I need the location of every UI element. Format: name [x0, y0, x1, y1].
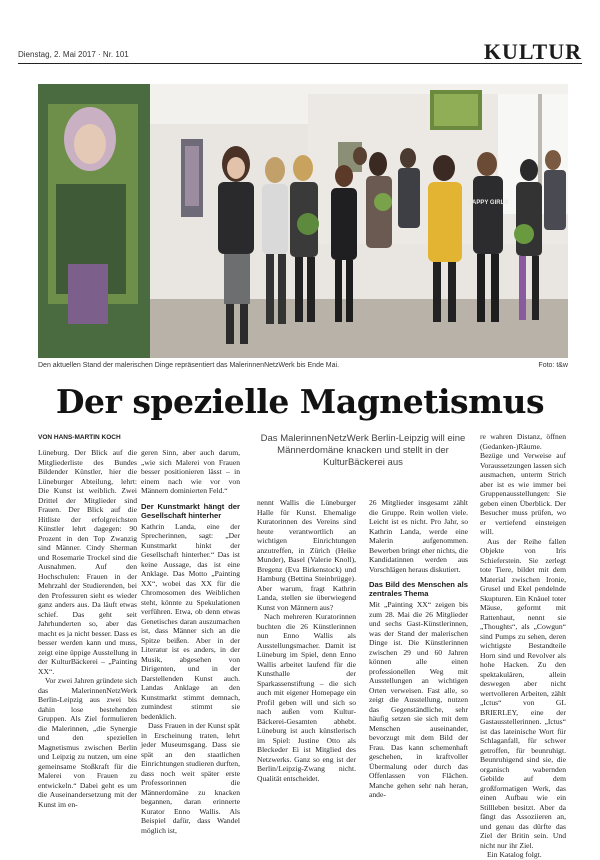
paragraph: Kathrin Landa, eine der Sprecherinnen, sagt: „Der Kunstmarkt hinkt der Gesellschaft hinterher.“ Das ist keine Aussage, das ist eine Anklage. Das Motto „Painting XX“, wobei das XX für die Chromosomen des Weiblichen steht, könnte zu Spekulationen verführen. Etwa, ob denn etwas Genetisches daran auszumachen ist, dass Männer sich an die Spitze beißen. Aber in der Literatur ist es anders, in der Musik, abgesehen von Dirigenten, und in der Darstellenden Kunst auch. Landas Anklage an den Kunstmarkt stimmt demnach, zumindest stimmt sie bedenklich. — [141, 521, 240, 721]
photo-caption — [38, 362, 568, 369]
paragraph: Mit „Painting XX“ zeigen bis zum 28. Mai die 26 Mitglieder und sechs Gast-Künstlerinnen, was der Stand der malerischen Dinge ist. Die Künstlerinnen zwischen 29 und 60 Jahren können alle einen professionellen Weg mit Ausstellungen an wichtigen Orten verweisen. Fast alle, so zeigt die Ausstellung, nutzen das Gegenständliche, sehr häufig setzen sie sich mit dem Menschen auseinander, bevorzugt mit dem Bild der Frau. Das kann schemenhaft geschehen, in kraftvoller Übermalung oder durch das Offenlassen von Flächen. Manche gehen sehr nah heran, ande- — [369, 600, 468, 799]
article-photo — [38, 84, 568, 358]
article-column-4 — [369, 498, 468, 800]
shirt-text: HAPPY GIRLS — [467, 200, 509, 206]
section-title: KULTUR — [483, 39, 582, 64]
byline: VON HANS-MARTIN KOCH — [38, 434, 121, 441]
article-column-3 — [257, 498, 356, 783]
caption-text: Den aktuellen Stand der malerischen Dinge repräsentiert das MalerinnenNetzWerk bis Ende Mai. — [38, 362, 340, 369]
paragraph: Nach mehreren Kuratorinnen buchten die 26 Künstlerinnen nun Enno Wallis als Ausstellungsmacher. Damit ist Lüneburg im Spiel, denn Enno Wallis arbeitet laufend für die Kunsthalle der Sparkassenstiftung – die sich auch mit eigener Homepage ein Profil geben will und sich so nach außen vom Kultur-Bäckerei-Gesamten abhebt. Lüneburg ist auch künstlerisch im Spiel: Justine Otto als Bleckeder Ei ist Mitglied des Netzwerks. Ganz so eng ist der Berlin/Leipzig-Zwang nicht. Qualität entscheidet. — [257, 612, 356, 783]
group-photo-illustration — [38, 84, 568, 358]
paragraph: Ein Katalog folgt. — [487, 850, 542, 859]
paragraph: re wahren Distanz, öffnen (Gedanken-)Räume. Bezüge und Verweise auf Voraussetzungen lassen sich ausmachen, unterm Strich aber ist es wie immer bei Gruppenausstellungen: Sie geben einen Überblick. Der Besucher muss prüfen, wo er vertiefend einsteigen will. — [480, 432, 566, 536]
paragraph: Dass Frauen in der Kunst spät in Erscheinung traten, lehrt jeder Museumsgang. Dass sie spät an den staatlichen Einrichtungen studieren durften, dass noch weit später erste Professorinnen die Männerdomäne zu knacken begannen, daran erinnerte Kurator Enno Wallis. Als Beispiel dafür, dass Wandel möglich ist, — [141, 721, 240, 835]
page-header — [18, 39, 582, 64]
paragraph: Aus der Reihe fallen Objekte von Iris Schieferstein. Sie zerlegt tote Tiere, bildet mit dem Material zwischen Ironie, Grusel und Ekel pendelnde Skupturen. Ein Knäuel toter Mäuse, geformt mit Rattenhaut, nennt sie „Thoughts“, als „Cowgun“ sind Pumps zu sehen, deren wichtigste Bestandteile Horn sind und Revolver als hohe Hacken. Zu den spektakulären, allein deswegen aber nicht wertvolleren Arbeiten, zählt „Ictus“ von GL BRIERLEY, eine der Gastausstellerinnen. „Ictus“ ist das lateinische Wort für Schlaganfall, für schwer getroffen, für beunruhigt. Beunruhigend sind sie, die organisch wabernden Gebilde auf dem großformatigen Werk, das einen Aufbau wie ein Stillleben besitzt. Aber da fängt das Assoziieren an, und genau das dürfte das Ziel der Britin sein. Und nicht nur ihr Ziel. — [480, 536, 566, 850]
subheading: Der Kunstmarkt hängt der Gesellschaft hinterher — [141, 501, 240, 520]
dateline: Dienstag, 2. Mai 2017 · Nr. 101 — [18, 50, 129, 59]
article-column-1 — [38, 448, 137, 809]
paragraph: nennt Wallis die Lüneburger Halle für Kunst. Ehemalige Kuratorinnen des Vereins sind heute verantwortlich an wichtigen Einrichtungen anzutreffen, in Zürich (Heike Munder), Basel (Valerie Knoll), Bregenz (Eva Birkenstock) und Hamburg (Bettina Steinbrügge). Aber warum, fragt Kathrin Landa, stellen sie überwiegend Kunst von Männern aus? — [257, 498, 356, 612]
paragraph: Vor zwei Jahren gründete sich das MalerinnenNetzWerk Berlin-Leipzig aus zwei bis dahin lose bestehenden Gruppen. Als Ziel formulieren die Malerinnen, „die Synergie und den speziellen Magnetismus zwischen Berlin und Leipzig zu nutzen, um eine gemeinsame Stoßkraft für die Malerei von Frauen zu entwickeln.“ Dabei geht es um die Auseinandersetzung mit der Kunst im en- — [38, 676, 137, 809]
article-column-5 — [480, 432, 566, 860]
article-column-2 — [141, 448, 240, 835]
teaser: Das MalerinnenNetzWerk Berlin-Leipzig will eine Männerdomäne knacken und stellt in der KulturBäckerei aus — [260, 433, 466, 468]
subheading: Das Bild des Menschen als zentrales Thema — [369, 580, 468, 598]
paragraph: geren Sinn, aber auch darum, „wie sich Malerei von Frauen besser positionieren lässt – in einem nach wie vor von Männern dominierten Feld.“ — [141, 448, 240, 495]
paragraph: 26 Mitglieder insgesamt zählt die Gruppe. Rein wollen viele. Leicht ist es nicht. Pro Jahr, so Kathrin Landa, werde eine Malerin aufgenommen. Bewerben bringt eher nichts, die Kandidatinnen werden aus Vorschlägen heraus diskutiert. — [369, 498, 468, 574]
photo-credit: Foto: t&w — [538, 362, 568, 369]
paragraph: Lüneburg. Der Blick auf die Mitgliederliste des Bundes Bildender Künstler, hier die Lüneburger Abteilung, lehrt: Die Kunst ist weiblich. Zwei Drittel der Mitglieder sind Frauen. Der Blick auf die Hitliste der erfolgreichsten Künstler lehrt dagegen: 90 Prozent in den Top Zwanzig sind Männer. Cindy Sherman und Rosemarie Trockel sind die Ausnahmen. Auf den Hochschulen: Frauen in der Mehrzahl der Studierenden, bei den Professuren sieht es wieder ganz anders aus. Da läuft etwas schief. Das geht seit Jahrhunderten so, aber das macht es ja nicht besser. Dass es besser werden kann und muss, zeigt eine üppige Ausstellung in der KulturBäckerei – „Painting XX“. — [38, 448, 137, 676]
headline: Der spezielle Magnetismus — [55, 382, 545, 421]
